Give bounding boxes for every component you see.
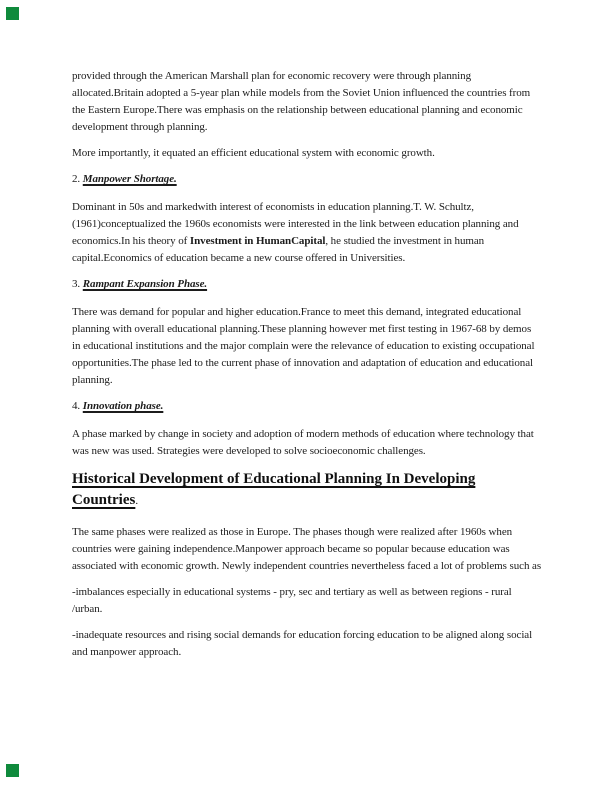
- bold-investment-human-capital: Investment in HumanCapital: [189, 235, 326, 247]
- document-body: [72, 68, 542, 670]
- heading-title: Innovation phase.: [82, 400, 164, 412]
- green-corner-marker-top: [6, 7, 19, 20]
- paragraph-more-importantly: More importantly, it equated an efficient educational system with economic growth.: [72, 147, 435, 159]
- paragraph-same-phases: The same phases were realized as those in Europe. The phases though were realized after 1960s when countries were gaining independence.Manpower approach became so popular because education was associated with economic growth. Newly independent countries nevertheless faced a lot of problems such as: [72, 526, 542, 572]
- paragraph-imbalances: -imbalances especially in educational systems - pry, sec and tertiary as well as between regions - rural /urban.: [72, 586, 512, 615]
- heading-historical-development: [72, 469, 542, 512]
- green-corner-marker-bottom: [6, 764, 19, 777]
- heading-title: Manpower Shortage.: [82, 173, 177, 185]
- paragraph-text: , he studied the investment in human capital.Economics of education became a new course offered in Universities.: [72, 235, 485, 264]
- paragraph-text: Dominant in 50s and markedwith interest of economists in education planning.T. W. Schultz, (1961)conceptualized the 1960s economists were interested in the link between education planning and economics.In his theory of: [72, 201, 519, 247]
- paragraph-manpower-shortage: [72, 199, 542, 267]
- heading-number: 3.: [72, 278, 83, 290]
- heading-manpower-shortage: [72, 171, 542, 188]
- heading-period: .: [135, 495, 139, 507]
- heading-title: Rampant Expansion Phase.: [82, 278, 208, 290]
- heading-innovation-phase: [72, 398, 542, 415]
- paragraph-innovation-phase: A phase marked by change in society and adoption of modern methods of education where technology that was new was used. Strategies were developed to solve socioeconomic challenges.: [72, 428, 534, 457]
- paragraph-marshall-plan: provided through the American Marshall plan for economic recovery were through planning allocated.Britain adopted a 5-year plan while models from the Soviet Union influenced the countries from the Eastern Europe.There was emphasis on the relationship between educational planning and economic development through planning.: [72, 70, 531, 133]
- paragraph-rampant-expansion: There was demand for popular and higher education.France to meet this demand, integrated educational planning with overall educational planning.These planning however met first testing in 1967-68 by demos in educational institutions and the major complain were the relevance of education to existing occupational opportunities.The phase led to the current phase of innovation and adaptation of education and educational planning.: [72, 306, 535, 386]
- heading-number: 4.: [72, 400, 83, 412]
- heading-number: 2.: [72, 173, 83, 185]
- heading-rampant-expansion: [72, 276, 542, 293]
- paragraph-inadequate-resources: -inadequate resources and rising social demands for education forcing education to be aligned along social and manpower approach.: [72, 629, 533, 658]
- heading-underlined-text: Historical Development of Educational Planning In Developing Countries: [72, 471, 476, 508]
